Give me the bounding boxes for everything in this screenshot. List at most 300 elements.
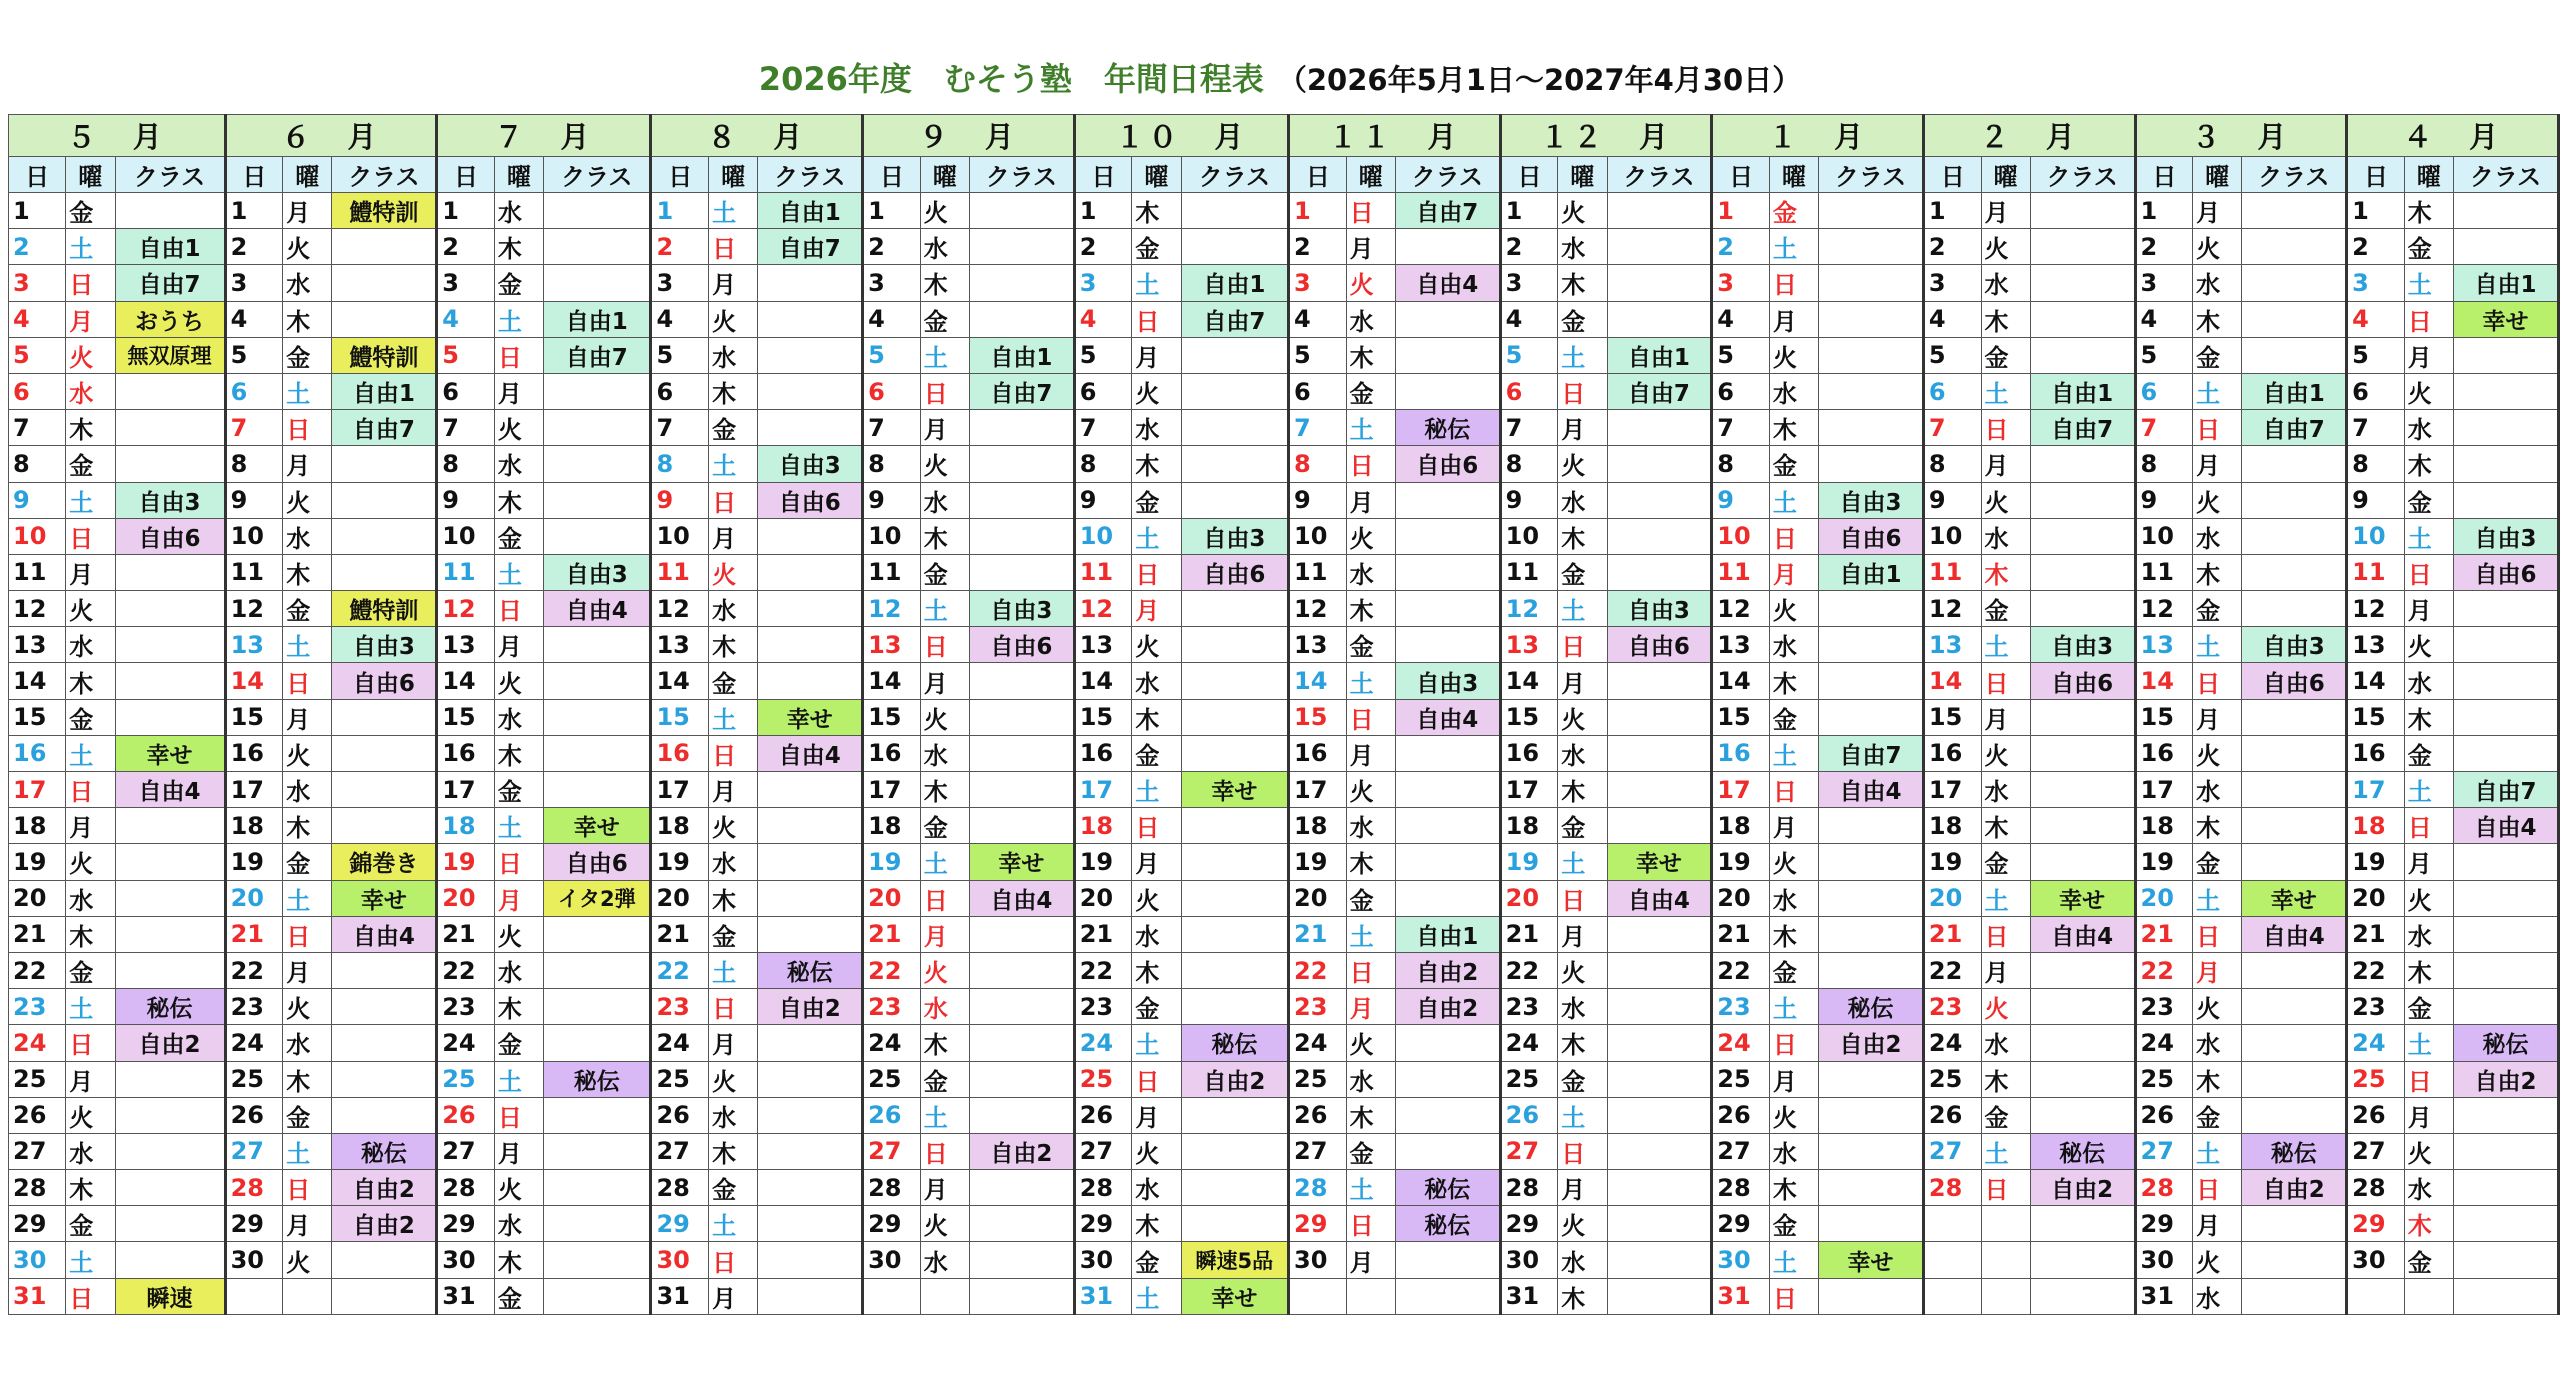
- weekday-cell: 月: [1346, 1242, 1395, 1278]
- day-number: 28: [1500, 1170, 1558, 1206]
- class-cell: 自由1: [1181, 265, 1288, 301]
- class-cell: [1181, 1206, 1288, 1242]
- weekday-cell: 火: [709, 554, 758, 590]
- day-number: 29: [863, 1206, 921, 1242]
- day-number: 14: [437, 663, 495, 699]
- class-cell: [1607, 482, 1712, 518]
- weekday-cell: 日: [1132, 554, 1181, 590]
- weekday-cell: 日: [1558, 880, 1607, 916]
- day-number: 18: [225, 808, 283, 844]
- weekday-column-header: 曜: [2404, 157, 2453, 193]
- day-number: 2: [1923, 229, 1981, 265]
- day-number: 6: [2135, 373, 2193, 409]
- day-number: 15: [1074, 699, 1132, 735]
- weekday-cell: 火: [283, 229, 332, 265]
- class-column-header: クラス: [2030, 157, 2135, 193]
- class-cell: [1607, 1206, 1712, 1242]
- weekday-cell: 木: [920, 1025, 969, 1061]
- class-cell: 自由2: [1395, 989, 1500, 1025]
- class-cell: [2454, 193, 2559, 229]
- weekday-cell: 水: [283, 265, 332, 301]
- class-cell: 自由4: [2242, 916, 2347, 952]
- day-number: 1: [2135, 193, 2193, 229]
- day-number: 10: [1074, 518, 1132, 554]
- class-cell: [1819, 663, 1924, 699]
- class-cell: [115, 1242, 225, 1278]
- class-cell: [2242, 1278, 2347, 1314]
- weekday-cell: 火: [2404, 880, 2453, 916]
- class-cell: 自由6: [1819, 518, 1924, 554]
- weekday-column-header: 曜: [2193, 157, 2242, 193]
- month-label: ３ 月: [2135, 115, 2347, 157]
- weekday-cell: 金: [494, 518, 543, 554]
- weekday-cell: 金: [2404, 1242, 2453, 1278]
- weekday-cell: 月: [1769, 301, 1818, 337]
- class-cell: [544, 265, 651, 301]
- day-number: 21: [2135, 916, 2193, 952]
- weekday-cell: 火: [2404, 1133, 2453, 1169]
- weekday-cell: 水: [283, 518, 332, 554]
- day-number: 26: [1923, 1097, 1981, 1133]
- day-number: 21: [1289, 916, 1347, 952]
- class-cell: [1181, 591, 1288, 627]
- weekday-cell: 金: [1981, 591, 2030, 627]
- day-number: 23: [225, 989, 283, 1025]
- day-number: 13: [437, 627, 495, 663]
- weekday-cell: 月: [1558, 663, 1607, 699]
- weekday-cell: 土: [2193, 1133, 2242, 1169]
- weekday-cell: 月: [1346, 989, 1395, 1025]
- day-number: 7: [651, 410, 709, 446]
- weekday-cell: 木: [494, 1242, 543, 1278]
- weekday-cell: [283, 1278, 332, 1314]
- day-number: 28: [9, 1170, 66, 1206]
- weekday-cell: 水: [1769, 373, 1818, 409]
- class-cell: [1395, 482, 1500, 518]
- class-cell: 自由1: [2242, 373, 2347, 409]
- day-number: 17: [2135, 772, 2193, 808]
- day-number: 8: [437, 446, 495, 482]
- day-row: [9, 663, 2559, 699]
- class-cell: 幸せ: [1607, 844, 1712, 880]
- class-cell: [2242, 989, 2347, 1025]
- class-cell: [1607, 663, 1712, 699]
- day-number: 5: [9, 337, 66, 373]
- class-cell: [970, 193, 1075, 229]
- day-number: 23: [9, 989, 66, 1025]
- class-cell: [1181, 1170, 1288, 1206]
- weekday-cell: 火: [1981, 229, 2030, 265]
- weekday-cell: 土: [1769, 482, 1818, 518]
- weekday-cell: 土: [494, 301, 543, 337]
- day-number: 27: [1289, 1133, 1347, 1169]
- day-number: 30: [1500, 1242, 1558, 1278]
- weekday-cell: 木: [283, 1061, 332, 1097]
- weekday-cell: 土: [1769, 229, 1818, 265]
- day-number: 20: [2135, 880, 2193, 916]
- day-number: 10: [9, 518, 66, 554]
- class-cell: [115, 591, 225, 627]
- class-cell: 鱧特訓: [332, 591, 437, 627]
- class-cell: 幸せ: [544, 808, 651, 844]
- day-number: 19: [9, 844, 66, 880]
- weekday-cell: 水: [1981, 518, 2030, 554]
- day-number: 30: [2347, 1242, 2405, 1278]
- weekday-cell: 月: [2193, 193, 2242, 229]
- day-number: 28: [2135, 1170, 2193, 1206]
- class-cell: [1395, 1025, 1500, 1061]
- weekday-cell: 日: [283, 916, 332, 952]
- weekday-cell: 月: [1346, 735, 1395, 771]
- day-number: 22: [1074, 952, 1132, 988]
- day-row: [9, 989, 2559, 1025]
- day-number: 1: [437, 193, 495, 229]
- class-cell: [1395, 772, 1500, 808]
- day-row: [9, 1206, 2559, 1242]
- weekday-cell: 月: [283, 446, 332, 482]
- class-cell: [1181, 627, 1288, 663]
- weekday-cell: 火: [1346, 265, 1395, 301]
- weekday-cell: 水: [66, 373, 115, 409]
- weekday-cell: 水: [494, 952, 543, 988]
- class-cell: [1395, 301, 1500, 337]
- class-cell: [1181, 735, 1288, 771]
- day-column-header: 日: [1923, 157, 1981, 193]
- class-cell: [1819, 1170, 1924, 1206]
- class-cell: [970, 699, 1075, 735]
- weekday-cell: 日: [709, 482, 758, 518]
- day-number: 20: [651, 880, 709, 916]
- day-number: 29: [437, 1206, 495, 1242]
- class-cell: [2030, 699, 2135, 735]
- weekday-cell: 金: [2193, 591, 2242, 627]
- day-number: 3: [1074, 265, 1132, 301]
- weekday-cell: 火: [1769, 591, 1818, 627]
- class-cell: [544, 410, 651, 446]
- class-cell: [970, 265, 1075, 301]
- month-label: １０ 月: [1074, 115, 1288, 157]
- class-column-header: クラス: [970, 157, 1075, 193]
- day-number: 26: [2135, 1097, 2193, 1133]
- day-number: 23: [651, 989, 709, 1025]
- class-column-header: クラス: [115, 157, 225, 193]
- weekday-cell: 火: [1346, 772, 1395, 808]
- weekday-cell: 水: [1558, 735, 1607, 771]
- class-cell: 鱧特訓: [332, 193, 437, 229]
- weekday-cell: 水: [1769, 880, 1818, 916]
- weekday-cell: 水: [494, 1206, 543, 1242]
- day-number: 19: [1074, 844, 1132, 880]
- day-number: 9: [863, 482, 921, 518]
- day-row: [9, 1025, 2559, 1061]
- class-column-header: クラス: [332, 157, 437, 193]
- weekday-cell: 木: [2404, 952, 2453, 988]
- weekday-cell: 土: [2404, 1025, 2453, 1061]
- day-number: 5: [1923, 337, 1981, 373]
- day-number: 4: [1289, 301, 1347, 337]
- class-cell: [758, 1206, 863, 1242]
- class-cell: [544, 663, 651, 699]
- weekday-cell: 月: [494, 373, 543, 409]
- day-number: 6: [1074, 373, 1132, 409]
- weekday-cell: 水: [494, 446, 543, 482]
- day-number: 13: [1712, 627, 1770, 663]
- class-cell: [2454, 337, 2559, 373]
- day-number: 16: [863, 735, 921, 771]
- weekday-cell: 水: [920, 1242, 969, 1278]
- day-number: 15: [863, 699, 921, 735]
- class-cell: [1181, 482, 1288, 518]
- class-cell: 秘伝: [1395, 410, 1500, 446]
- class-cell: [1395, 1133, 1500, 1169]
- day-number: 8: [863, 446, 921, 482]
- day-number: 26: [1074, 1097, 1132, 1133]
- class-cell: [2030, 229, 2135, 265]
- class-cell: [1181, 410, 1288, 446]
- class-cell: [115, 952, 225, 988]
- weekday-cell: 土: [1769, 735, 1818, 771]
- day-number: 7: [1289, 410, 1347, 446]
- day-number: 2: [1712, 229, 1770, 265]
- class-cell: [2454, 627, 2559, 663]
- day-number: 5: [2347, 337, 2405, 373]
- weekday-cell: 日: [920, 627, 969, 663]
- class-cell: 秘伝: [1819, 989, 1924, 1025]
- weekday-cell: 火: [1346, 518, 1395, 554]
- class-cell: [1819, 591, 1924, 627]
- class-cell: [1819, 446, 1924, 482]
- weekday-cell: 月: [1981, 699, 2030, 735]
- day-number: 27: [1074, 1133, 1132, 1169]
- weekday-cell: 土: [283, 880, 332, 916]
- day-row: [9, 229, 2559, 265]
- weekday-cell: 火: [920, 1206, 969, 1242]
- class-cell: [1607, 916, 1712, 952]
- day-number: 28: [1712, 1170, 1770, 1206]
- class-cell: [1819, 410, 1924, 446]
- weekday-cell: 日: [920, 1133, 969, 1169]
- month-label: ６ 月: [225, 115, 437, 157]
- day-number: 11: [9, 554, 66, 590]
- class-cell: 自由3: [1395, 663, 1500, 699]
- page-title: 2026年度 むそう塾 年間日程表: [758, 60, 1264, 98]
- class-cell: 瞬速: [115, 1278, 225, 1314]
- weekday-cell: 水: [1132, 1170, 1181, 1206]
- class-cell: [115, 808, 225, 844]
- class-cell: [544, 482, 651, 518]
- weekday-cell: 月: [920, 410, 969, 446]
- class-cell: [1181, 1097, 1288, 1133]
- day-number: 19: [1500, 844, 1558, 880]
- day-number: [863, 1278, 921, 1314]
- weekday-cell: 日: [1769, 265, 1818, 301]
- day-row: [9, 446, 2559, 482]
- weekday-cell: 火: [66, 1097, 115, 1133]
- class-cell: [544, 229, 651, 265]
- weekday-cell: [2404, 1278, 2453, 1314]
- class-cell: [2454, 663, 2559, 699]
- class-cell: [544, 916, 651, 952]
- weekday-cell: 日: [2404, 301, 2453, 337]
- class-cell: [544, 373, 651, 409]
- weekday-cell: 火: [1558, 1206, 1607, 1242]
- day-number: 30: [1289, 1242, 1347, 1278]
- weekday-column-header: 曜: [66, 157, 115, 193]
- day-number: 28: [1923, 1170, 1981, 1206]
- class-cell: [1395, 554, 1500, 590]
- day-number: 30: [1712, 1242, 1770, 1278]
- day-number: 21: [1712, 916, 1770, 952]
- day-number: 26: [9, 1097, 66, 1133]
- class-cell: [2454, 735, 2559, 771]
- weekday-cell: 金: [2404, 229, 2453, 265]
- class-cell: [2030, 446, 2135, 482]
- weekday-cell: 土: [709, 1206, 758, 1242]
- class-cell: [2242, 337, 2347, 373]
- day-number: 16: [1500, 735, 1558, 771]
- weekday-cell: 木: [2193, 301, 2242, 337]
- class-cell: 錦巻き: [332, 844, 437, 880]
- class-cell: [1607, 554, 1712, 590]
- day-number: 16: [225, 735, 283, 771]
- weekday-cell: 火: [2193, 229, 2242, 265]
- class-cell: [1181, 446, 1288, 482]
- day-number: 20: [225, 880, 283, 916]
- day-number: 25: [437, 1061, 495, 1097]
- day-number: 2: [9, 229, 66, 265]
- day-number: 21: [651, 916, 709, 952]
- class-cell: [2030, 193, 2135, 229]
- class-cell: [1181, 952, 1288, 988]
- weekday-cell: 火: [2193, 735, 2242, 771]
- weekday-cell: 月: [2193, 1206, 2242, 1242]
- class-cell: [1819, 808, 1924, 844]
- weekday-cell: 月: [1346, 482, 1395, 518]
- weekday-cell: 月: [1558, 410, 1607, 446]
- weekday-cell: 土: [1132, 518, 1181, 554]
- weekday-cell: 木: [709, 373, 758, 409]
- class-cell: [1181, 1133, 1288, 1169]
- class-cell: [2242, 952, 2347, 988]
- day-number: 19: [437, 844, 495, 880]
- weekday-cell: 月: [494, 880, 543, 916]
- class-cell: [758, 1061, 863, 1097]
- class-cell: [332, 482, 437, 518]
- class-cell: [970, 952, 1075, 988]
- day-number: 17: [225, 772, 283, 808]
- weekday-cell: 日: [66, 518, 115, 554]
- day-column-header: 日: [1712, 157, 1770, 193]
- day-number: 9: [1074, 482, 1132, 518]
- weekday-cell: 土: [1132, 1278, 1181, 1314]
- weekday-cell: 日: [2193, 410, 2242, 446]
- day-number: 23: [437, 989, 495, 1025]
- day-number: 3: [1500, 265, 1558, 301]
- day-number: 21: [2347, 916, 2405, 952]
- class-cell: 自由6: [758, 482, 863, 518]
- weekday-cell: 水: [1558, 1242, 1607, 1278]
- weekday-cell: 日: [1558, 1133, 1607, 1169]
- class-cell: [2242, 446, 2347, 482]
- weekday-cell: 土: [1981, 880, 2030, 916]
- weekday-cell: 水: [920, 482, 969, 518]
- class-cell: [115, 1133, 225, 1169]
- weekday-cell: 木: [2404, 699, 2453, 735]
- weekday-cell: 火: [283, 482, 332, 518]
- schedule-body: [9, 193, 2559, 1315]
- weekday-cell: 日: [1346, 699, 1395, 735]
- day-row: [9, 518, 2559, 554]
- day-number: 7: [1923, 410, 1981, 446]
- day-number: 11: [1923, 554, 1981, 590]
- class-cell: [332, 699, 437, 735]
- weekday-cell: 月: [1769, 1061, 1818, 1097]
- class-cell: [2454, 373, 2559, 409]
- class-cell: 自由7: [2454, 772, 2559, 808]
- day-number: 22: [9, 952, 66, 988]
- weekday-cell: 金: [66, 1206, 115, 1242]
- class-cell: 自由4: [2030, 916, 2135, 952]
- day-number: 7: [1712, 410, 1770, 446]
- weekday-cell: 日: [1769, 1278, 1818, 1314]
- class-cell: [1607, 410, 1712, 446]
- day-number: 3: [225, 265, 283, 301]
- class-cell: [970, 1278, 1075, 1314]
- weekday-cell: 日: [1769, 1025, 1818, 1061]
- day-number: 8: [1923, 446, 1981, 482]
- weekday-cell: 土: [920, 1097, 969, 1133]
- class-cell: 自由2: [1181, 1061, 1288, 1097]
- weekday-cell: 木: [494, 229, 543, 265]
- day-number: 15: [225, 699, 283, 735]
- day-number: 29: [1074, 1206, 1132, 1242]
- day-number: 30: [651, 1242, 709, 1278]
- class-cell: [758, 1097, 863, 1133]
- weekday-cell: 火: [283, 989, 332, 1025]
- class-cell: [1819, 627, 1924, 663]
- day-number: 15: [9, 699, 66, 735]
- class-cell: 自由2: [1395, 952, 1500, 988]
- day-number: 29: [1712, 1206, 1770, 1242]
- day-number: 20: [863, 880, 921, 916]
- class-cell: 自由2: [115, 1025, 225, 1061]
- day-number: 20: [1500, 880, 1558, 916]
- class-cell: [115, 554, 225, 590]
- class-cell: [1819, 193, 1924, 229]
- weekday-cell: 日: [1769, 518, 1818, 554]
- weekday-cell: 火: [2193, 989, 2242, 1025]
- weekday-cell: 水: [1132, 410, 1181, 446]
- class-cell: [332, 229, 437, 265]
- weekday-cell: 月: [2404, 844, 2453, 880]
- day-number: 25: [1712, 1061, 1770, 1097]
- day-number: 22: [2347, 952, 2405, 988]
- weekday-cell: 金: [920, 554, 969, 590]
- weekday-cell: 金: [1132, 735, 1181, 771]
- day-number: 17: [1500, 772, 1558, 808]
- day-number: 23: [2347, 989, 2405, 1025]
- page-header: [0, 54, 2560, 104]
- weekday-cell: 火: [920, 699, 969, 735]
- day-number: 9: [1289, 482, 1347, 518]
- day-number: 2: [2347, 229, 2405, 265]
- weekday-cell: 日: [283, 663, 332, 699]
- weekday-cell: 火: [1346, 1025, 1395, 1061]
- day-number: 11: [1500, 554, 1558, 590]
- weekday-cell: 日: [283, 1170, 332, 1206]
- class-cell: [1607, 229, 1712, 265]
- weekday-cell: 水: [1346, 808, 1395, 844]
